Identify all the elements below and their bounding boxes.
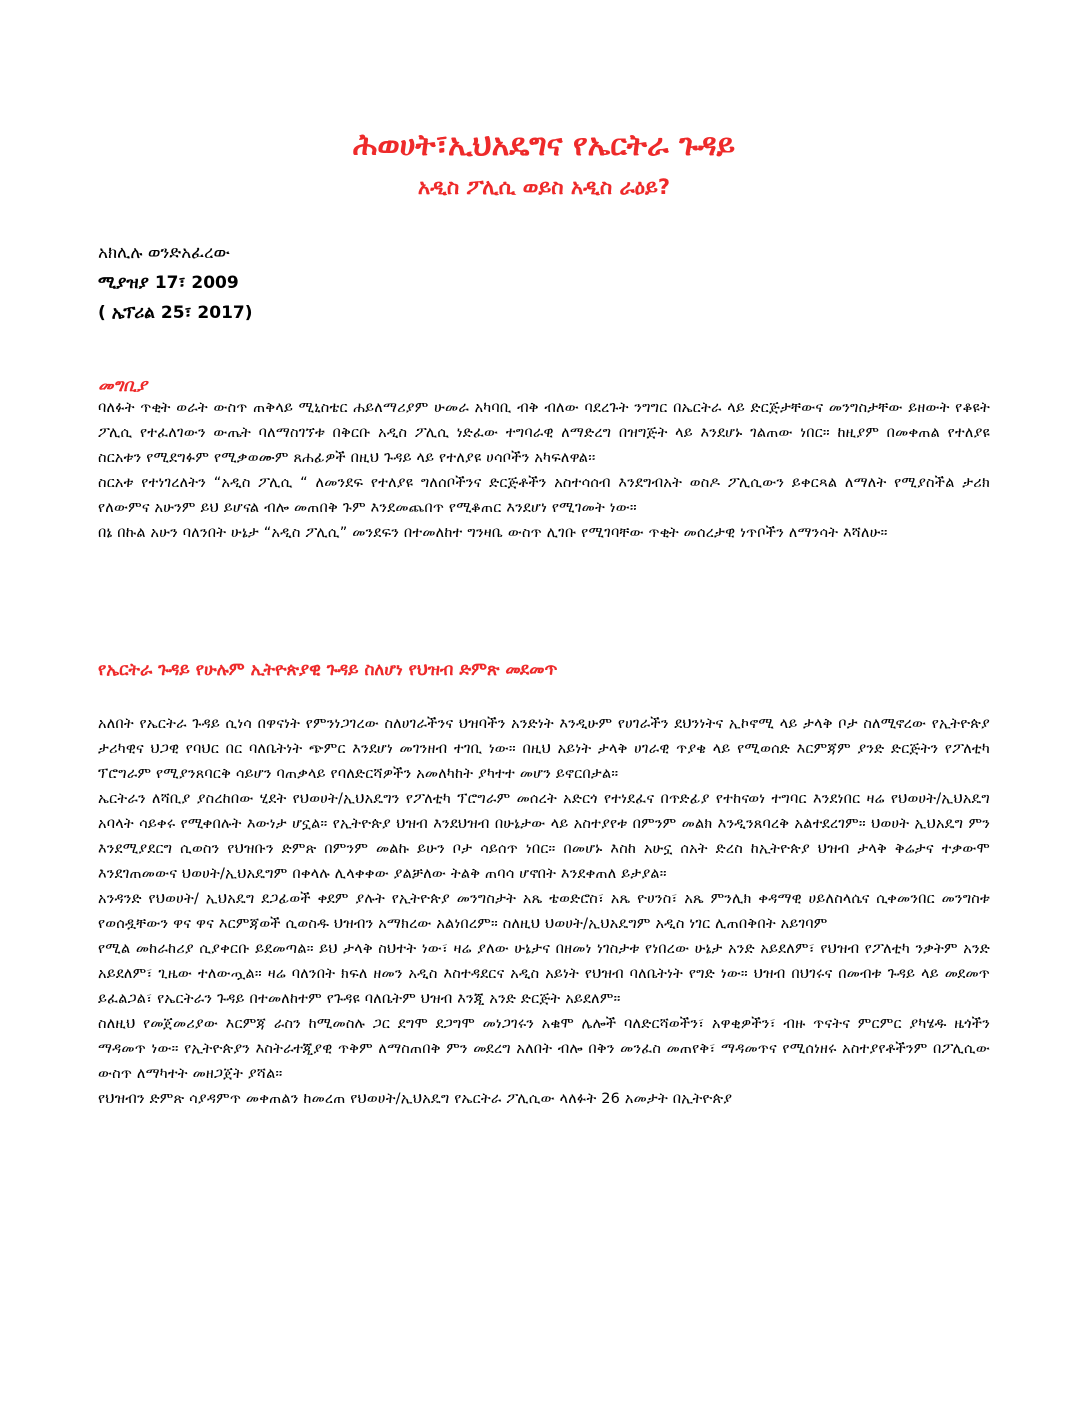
intro-body — [98, 396, 990, 546]
paragraph: የህዝብን ድምጽ ሳያዳምጥ መቀጠልን ከመረጠ የህወሀት/ኢህአዴግ የኤርትራ ፖሊሲው ላለፉት 26 አመታት በኢትዮጵያ — [98, 1091, 733, 1107]
paragraph: አንዳንድ የህወሀት/ ኢህአዴግ ደጋፊወች ቀደም ያሉት የኢትዮጵያ መንግስታት አጼ ቴወድሮስ፣ አጼ ዮሀንስ፣ አጼ ምንሊክ ቀዳማዊ ሀይለስላሴና ሲቀመንበር መንግስቱ የወሰዷቸውን ዋና ዋና እርምጃወች ሲወስዱ ህዝብን አማክረው አልነበረም። ስለዚህ ህወሀት/ኢህአዴግም አዲስ ነገር ሊጠበቅበት አይገባም — [98, 891, 990, 932]
intro-heading: መግቢያ — [98, 376, 147, 396]
date-ethiopian: ሚያዝያ 17፣ 2009 — [98, 273, 239, 293]
paragraph: ባለፉት ጥቂት ወራት ውስጥ ጠቅላይ ሚኒስቴር ሐይለማሪያም ሁመራ አካባቢ ብቅ ብለው ባደረጉት ንግግር በኤርትራ ላይ ድርጅታቸውና መንግስታቸው ይዘውት የቆዩት ፖሊሲ የተፈለገውን ውጤት ባለማስገኘቱ በቅርቡ አዲስ ፖሊሲ ነድፈው ተግባራዊ ለማድረግ በዝግጅት ላይ እንደሆኑ ገልጠው ነበር። ከዚያም በመቀጠል የተለያዩ ስርአቱን የሚደግፉም የሚቃወሙም ጸሐፊዎች በዚህ ጉዳይ ላይ የተለያዩ ሀሳቦችን አካፍለዋል፡፡ — [98, 400, 990, 466]
document-title: ሕወሀት፣ኢህአዴግና የኤርትራ ጉዳይ — [352, 128, 736, 163]
date-gregorian: ( ኤፕሪል 25፣ 2017) — [98, 303, 253, 323]
paragraph: የሚል መከራከሪያ ሲያቀርቡ ይደመጣል። ይህ ታላቅ ስህተት ነው፣ ዛሬ ያለው ሁኔታና በዘመነ ነገስታቱ የነበረው ሁኔታ አንድ አይደለም፣ የህዝብ የፖለቲካ ንቃትም አንድ አይደለም፣ ጊዜው ተለውጧል። ዛሬ ባለንበት ክፍለ ዘመን አዲስ እስተዳደርና አዲስ አይነት የህዝብ ባለቤትነት የግድ ነው። ህዝብ በህገሩና በመብቱ ጉዳይ ላይ መደመጥ ይፈልጋል፣ የኤርትራን ጉዳይ በተመለከተም የጉዳዩ ባለቤትም ህዝብ እንጂ አንድ ድርጅት አይደለም። — [98, 941, 990, 1007]
paragraph: ስለዚህ የመጀመሪያው እርምጃ ራስን ከሚመስሉ ጋር ደግሞ ደጋግሞ መነጋገሩን አቁሞ ሌሎች ባለድርሻወችን፣ አዋቂዎችን፣ ብዙ ጥናትና ምርምር ያካሄዱ ዜጎችን ማዳመጥ ነው። የኢትዮጵያን እስትራተጂያዊ ጥቅም ለማስጠበቅ ምን መደረግ አለበት ብሎ በቅን መንፈስ መጠየቅ፣ ማዳመጥና የሚሰነዘሩ አስተያየቶችንም በፖሊሲው ውስጥ ለማካተት መዘጋጀት ያሻል። — [98, 1016, 990, 1082]
section-body — [98, 712, 990, 1112]
document-subtitle: አዲስ ፖሊሲ ወይስ አዲስ ራዕይ? — [417, 175, 671, 199]
paragraph: አለበት የኤርትራ ጉዳይ ሲነሳ በዋናነት የምንነጋገረው ስለሀገራችንና ህዝባችን አንድነት እንዲሁም የሀገራችን ደህንነትና ኢኮኖሚ ላይ ታላቅ ቦታ ስለሚኖረው የኢትዮጵያ ታሪካዊና ህጋዊ የባህር በር ባለቤትነት ጭምር እንደሆነ መገንዘብ ተገቢ ነው። በዚህ አይነት ታላቅ ሀገራዊ ጥያቄ ላይ የሚወሰድ እርምጃም ያንድ ድርጅትን የፖለቲካ ፕሮግራም የሚያንጸባርቅ ሳይሆን ባጠቃላይ የባለድርሻዎችን አመለካከት ያካተተ መሆን ይኖርበታል። — [98, 716, 990, 782]
paragraph: በኔ በኩል አሁን ባለንበት ሁኔታ “አዲስ ፖሊሲ” መንደፍን በተመለከተ ግንዛቤ ውስጥ ሊገቡ የሚገባቸው ጥቂት መሰረታዊ ነጥቦችን ለማንሳት እሻለሁ። — [98, 525, 888, 541]
author-name: አክሊሉ ወንድአፈረው — [98, 243, 230, 263]
document-meta — [98, 238, 253, 328]
section-heading: የኤርትራ ጉዳይ የሁሉም ኢትዮጵያዊ ጉዳይ ስለሆነ የህዝብ ድምጽ መደመጥ — [98, 660, 558, 680]
paragraph: ስርአቱ የተነገረለትን “አዲስ ፖሊሲ “ ለመንደፍ የተለያዩ ግለሰቦችንና ድርጅቶችን አስተሳሰብ እንደግብአት ወስዶ ፖሊሲውን ይቀርጻል ለማለት የሚያስችል ታሪክ የለውምና አሁንም ይህ ይሆናል ብሎ መጠበቅ ጉም እንደመጨበጥ የሚቆጠር እንደሆነ የሚገመት ነው። — [98, 475, 990, 516]
paragraph: ኤርትራን ለሻቢያ ያስረከበው ሂደት የህወሀት/ኢህአዴግን የፖለቲካ ፕሮግራም መሰረት አድርጎ የተነደፈና በጥድፊያ የተከናወነ ተግባር እንደነበር ዛሬ የህወሀት/ኢህአዴግ አባላት ሳይቀሩ የሚቀበሉት እውነታ ሆኗል። የኢትዮጵያ ህዝብ እንደህዝብ በሁኔታው ላይ አስተያየቱ በምንም መልክ እንዲንጸባረቅ አልተደረገም። ህወሀት ኢህአዴግ ምን እንደሚያደርግ ሲወስን የህዝቡን ድምጽ በምንም መልኩ ይሁን ቦታ ሳይሰጥ ነበር። በመሆኑ እስከ አሁኗ ሰአት ድረስ ከኢትዮጵያ ህዝብ ታላቅ ቅሬታና ተቃውሞ እንደገጠመውና ህወሀት/ኢህአዴግም በቀላሉ ሊላቀቀው ያልቻለው ትልቅ ጠባሳ ሆኖበት እንደቀጠለ ይታያል። — [98, 791, 990, 882]
